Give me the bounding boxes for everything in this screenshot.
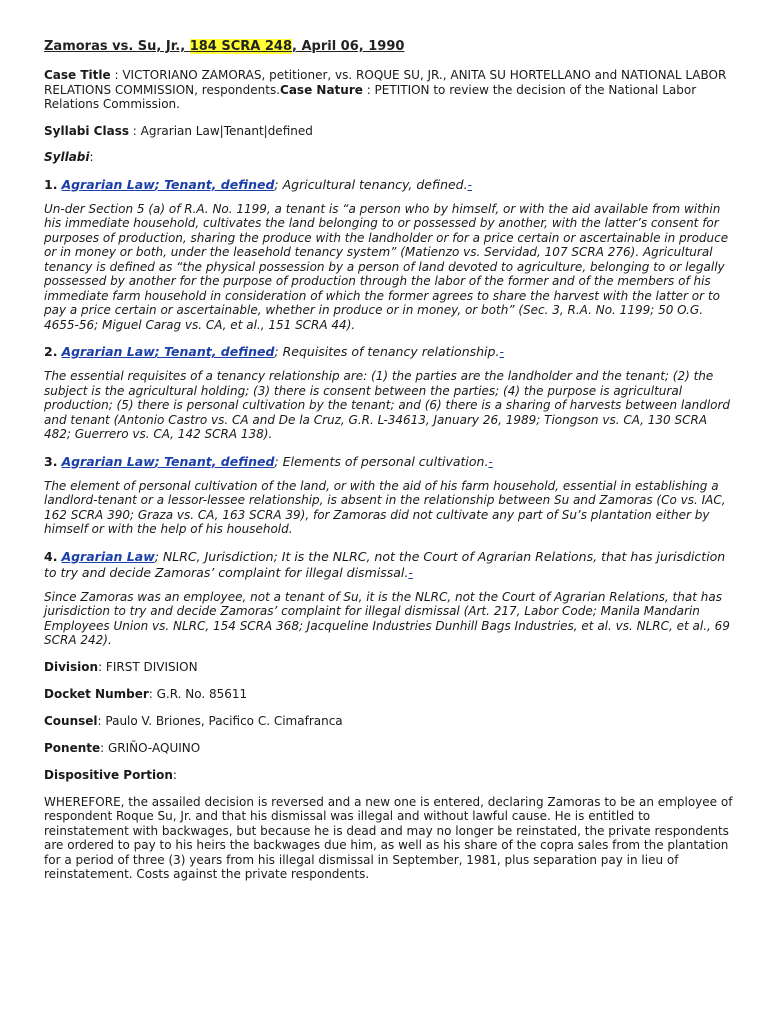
dispositive-heading (44, 768, 734, 783)
syllabus-number: 4. (44, 548, 58, 564)
syllabus-body-3: The element of personal cultivation of the land, or with the aid of his farm household, essential in establishing a landlord-tenant or a lessor-lessee relationship, is absent in the relationship between Su and Zamoras (Co vs. IAC, 162 SCRA 390; Graza vs. CA, 163 SCRA 39), for Zamoras did not cultivate any part of Su’s plantation either by himself or with the help of his household. (44, 478, 726, 536)
expand-link[interactable]: - (488, 453, 493, 469)
counsel-field (44, 714, 734, 729)
case-nature-label: Case Nature (280, 82, 363, 97)
syllabus-topic: ; NLRC, Jurisdiction; It is the NLRC, not the Court of Agrarian Relations, that has jurisdiction to try and decide Zamoras’ complaint for illegal dismissal. (44, 548, 726, 580)
case-name: Zamoras vs. Su, Jr., (44, 39, 186, 54)
syllabus-body-2: The essential requisites of a tenancy relationship are: (1) the parties are the landholder and the tenant; (2) the subject is the agricultural holding; (3) there is consent between the parties; (4) the purpose is agricultural production; (5) there is personal cultivation by the tenant; and (6) there is a sharing of harvests between landlord and tenant (Antonio Castro vs. CA and De la Cruz, G.R. L-34613, January 26, 1989; Tiongson vs. CA, 130 SCRA 482; Guerrero vs. CA, 142 SCRA 138). (44, 369, 731, 441)
division-value: : FIRST DIVISION (98, 659, 198, 674)
dispositive-label: Dispositive Portion (44, 767, 173, 782)
agrarian-law-link[interactable]: Agrarian Law (61, 453, 155, 469)
counsel-value: : Paulo V. Briones, Pacifico C. Cimafranca (97, 713, 343, 728)
syllabi-class-label: Syllabi Class (44, 123, 129, 138)
division-label: Division (44, 659, 99, 674)
expand-link[interactable]: - (408, 564, 413, 580)
case-heading (44, 38, 734, 55)
dispositive-colon: : (172, 767, 177, 782)
syllabus-number: 3. (44, 453, 58, 469)
syllabus-heading-2 (44, 344, 734, 360)
case-title-label: Case Title (44, 68, 111, 82)
syllabus-heading-1 (44, 177, 734, 193)
case-nature-text: : PETITION to review the decision of the National Labor Relations Commission. (44, 82, 697, 111)
syllabus-number: 1. (44, 176, 58, 192)
syllabus-body-4: Since Zamoras was an employee, not a tenant of Su, it is the NLRC, not the Court of Agrarian Relations, that has jurisdiction to try and decide Zamoras’ complaint for illegal dismissal (Art. 217, Labor Code; Manila Mandarin Employees Union vs. NLRC, 154 SCRA 368; Jacqueline Industries Dunhill Bags Industries, et al. vs. NLRC, et al., 69 SCRA 242). (44, 589, 730, 647)
document (44, 38, 734, 882)
syllabus-topic: ; Elements of personal cultivation. (274, 453, 489, 469)
syllabi-heading: Syllabi: (44, 150, 94, 164)
docket-value: : G.R. No. 85611 (148, 686, 248, 701)
tenant-defined-link[interactable]: ; Tenant, defined (154, 453, 275, 469)
expand-link[interactable]: - (499, 344, 504, 359)
syllabus-body-1: Un-der Section 5 (a) of R.A. No. 1199, a tenant is “a person who by himself, or with the aid available from within his immediate household, cultivates the land belonging to or possessed by another, with the latter’s consent for purposes of production, sharing the produce with the landholder or for a price certain or ascertainable in produce or in money or both, under the leasehold tenancy system” (Matienzo vs. Servidad, 107 SCRA 276). Agricultural tenancy is defined as “the physical possession by a person of land devoted to agriculture, belonging to or legally possessed by another for the purpose of production through the labor of the former and of the members of his immediate farm household in consideration of which the former agrees to share the harvest with the latter or to pay a price certain or ascertainable, whether in produce or in money, or both” (Sec. 3, R.A. No. 1199; 50 O.G. 4655-56; Miguel Carag vs. CA, et al., 151 SCRA 44). (44, 201, 729, 332)
case-title-text: : VICTORIANO ZAMORAS, petitioner, vs. ROQUE SU, JR., ANITA SU HORTELLANO and NATIONAL LABOR RELATIONS COMMISSION, respondents. (44, 68, 727, 97)
syllabi-label: Syllabi (44, 150, 90, 164)
case-title-block (44, 68, 734, 112)
docket-label: Docket Number (44, 686, 149, 701)
syllabus-number: 2. (44, 344, 58, 359)
syllabus-heading-4 (44, 549, 734, 581)
docket-field (44, 687, 734, 702)
syllabi-class-block (44, 124, 734, 139)
division-field (44, 660, 734, 675)
tenant-defined-link[interactable]: ; Tenant, defined (154, 176, 275, 192)
ponente-field (44, 741, 734, 756)
ponente-value: : GRIÑO-AQUINO (100, 740, 201, 755)
counsel-label: Counsel (44, 713, 98, 728)
tenant-defined-link[interactable]: ; Tenant, defined (154, 344, 275, 359)
case-date: , April 06, 1990 (292, 39, 405, 54)
syllabus-heading-3 (44, 454, 734, 470)
dispositive-text: WHEREFORE, the assailed decision is reversed and a new one is entered, declaring Zamoras to be an employee of respondent Roque Su, Jr. and that his dismissal was illegal and without lawful cause. He is entitled to reinstatement with backwages, but because he is dead and may no longer be reinstated, the private respondents are ordered to pay to his heirs the backwages due him, as well as his share of the copra sales from the plantation for a period of three (3) years from his illegal dismissal in September, 1981, plus separation pay in lieu of reinstatement. Costs against the private respondents. (44, 794, 733, 881)
syllabi-class-text: : Agrarian Law|Tenant|defined (128, 123, 313, 138)
expand-link[interactable]: - (467, 176, 473, 192)
syllabus-topic: ; Requisites of tenancy relationship. (274, 344, 500, 359)
agrarian-law-link[interactable]: Agrarian Law (61, 344, 155, 359)
agrarian-law-link[interactable]: Agrarian Law (61, 176, 155, 192)
ponente-label: Ponente (44, 740, 101, 755)
citation-highlight[interactable]: 184 SCRA 248 (189, 39, 292, 54)
agrarian-law-link[interactable]: Agrarian Law (61, 548, 155, 564)
syllabus-topic: ; Agricultural tenancy, defined. (274, 176, 468, 192)
